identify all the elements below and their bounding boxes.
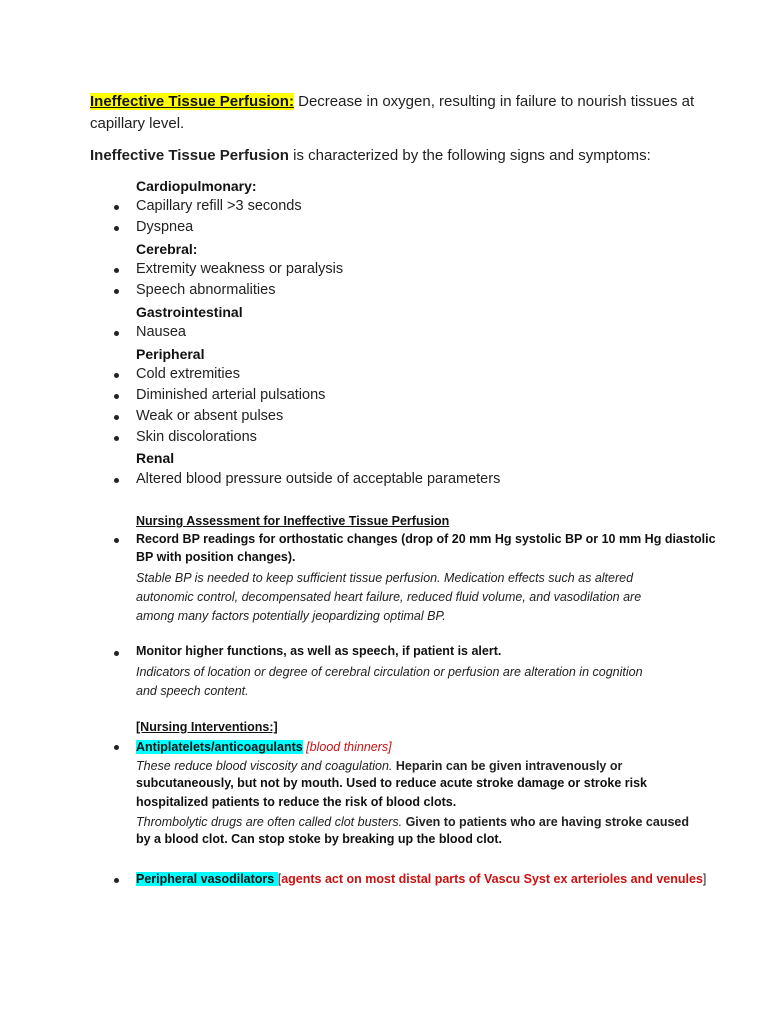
antiplatelet-note: [blood thinners] xyxy=(302,740,392,754)
list-item: Weak or absent pulses xyxy=(136,408,284,424)
bullet-icon xyxy=(114,478,119,483)
bullet-icon xyxy=(114,415,119,420)
assessment-item-1-rationale-3: among many factors potentially jeopardizing optimal BP. xyxy=(136,609,446,623)
list-item: Nausea xyxy=(136,324,186,340)
antiplatelet-desc-2: subcutaneously, but not by mouth. Used to reduce acute stroke damage or stroke risk xyxy=(136,776,647,790)
vasodilator-note: agents act on most distal parts of Vascu Syst ex arterioles and venules xyxy=(281,872,703,886)
list-item: Extremity weakness or paralysis xyxy=(136,261,344,277)
bullet-icon xyxy=(114,226,119,231)
bullet-icon xyxy=(114,878,119,883)
assessment-item-1-rationale-1: Stable BP is needed to keep sufficient tissue perfusion. Medication effects such as altered xyxy=(136,571,634,585)
bullet-icon xyxy=(114,373,119,378)
list-item: Speech abnormalities xyxy=(136,282,276,298)
assessment-item-2-rationale-1: Indicators of location or degree of cerebral circulation or perfusion are alteration in cognition xyxy=(136,665,643,679)
vasodilator-close: ] xyxy=(702,872,707,886)
section-heading-renal: Renal xyxy=(136,450,175,466)
assessment-item-2-rationale-2: and speech content. xyxy=(136,684,249,698)
section-heading-peripheral: Peripheral xyxy=(136,346,205,362)
antiplatelet-desc-1 xyxy=(136,757,622,776)
term-highlight: Ineffective Tissue Perfusion: xyxy=(90,93,294,110)
thrombolytic-italic: Thrombolytic drugs are often called clot busters. xyxy=(136,815,403,829)
definition-line-2: capillary level. xyxy=(90,115,185,132)
list-item: Capillary refill >3 seconds xyxy=(136,198,302,214)
section-heading-cardiopulmonary: Cardiopulmonary: xyxy=(136,178,257,194)
bullet-icon xyxy=(114,394,119,399)
assessment-title: Nursing Assessment for Ineffective Tissue Perfusion xyxy=(136,514,450,528)
antiplatelet-desc-italic: These reduce blood viscosity and coagulation. xyxy=(136,759,393,773)
definition-line-1 xyxy=(90,91,694,113)
list-item: Dyspnea xyxy=(136,219,194,235)
vasodilator-open: [ xyxy=(277,872,282,886)
characterized-line xyxy=(90,145,651,167)
antiplatelet-desc-4 xyxy=(136,813,689,832)
vasodilator-line xyxy=(136,870,706,889)
bullet-icon xyxy=(114,205,119,210)
bullet-icon xyxy=(114,538,119,543)
characterized-rest: is characterized by the following signs and symptoms: xyxy=(288,147,651,164)
characterized-bold: Ineffective Tissue Perfusion xyxy=(90,147,289,164)
antiplatelet-desc-bold: Heparin can be given intravenously or xyxy=(392,759,623,773)
list-item: Cold extremities xyxy=(136,366,240,382)
vasodilator-label: Peripheral vasodilators xyxy=(136,872,278,886)
antiplatelet-line xyxy=(136,738,392,757)
thrombolytic-bold: Given to patients who are having stroke caused xyxy=(402,815,689,829)
bullet-icon xyxy=(114,436,119,441)
list-item: Diminished arterial pulsations xyxy=(136,387,326,403)
list-item: Skin discolorations xyxy=(136,429,257,445)
definition-text: Decrease in oxygen, resulting in failure to nourish tissues at xyxy=(293,93,695,110)
interventions-title: [Nursing Interventions:] xyxy=(136,720,278,734)
assessment-item-1-rationale-2: autonomic control, decompensated heart failure, reduced fluid volume, and vasodilation are xyxy=(136,590,642,604)
bullet-icon xyxy=(114,745,119,750)
bullet-icon xyxy=(114,651,119,656)
bullet-icon xyxy=(114,331,119,336)
antiplatelet-desc-5: by a blood clot. Can stop stoke by breaking up the blood clot. xyxy=(136,832,502,846)
antiplatelet-label: Antiplatelets/anticoagulants xyxy=(136,740,303,754)
list-item: Altered blood pressure outside of acceptable parameters xyxy=(136,471,501,487)
section-heading-gastrointestinal: Gastrointestinal xyxy=(136,304,243,320)
section-heading-cerebral: Cerebral: xyxy=(136,241,198,257)
assessment-item-1-line-2: BP with position changes). xyxy=(136,550,296,564)
antiplatelet-desc-3: hospitalized patients to reduce the risk of blood clots. xyxy=(136,795,457,809)
bullet-icon xyxy=(114,289,119,294)
assessment-item-1-line-1: Record BP readings for orthostatic changes (drop of 20 mm Hg systolic BP or 10 mm Hg diastolic xyxy=(136,532,716,546)
assessment-item-2: Monitor higher functions, as well as speech, if patient is alert. xyxy=(136,644,502,658)
bullet-icon xyxy=(114,268,119,273)
